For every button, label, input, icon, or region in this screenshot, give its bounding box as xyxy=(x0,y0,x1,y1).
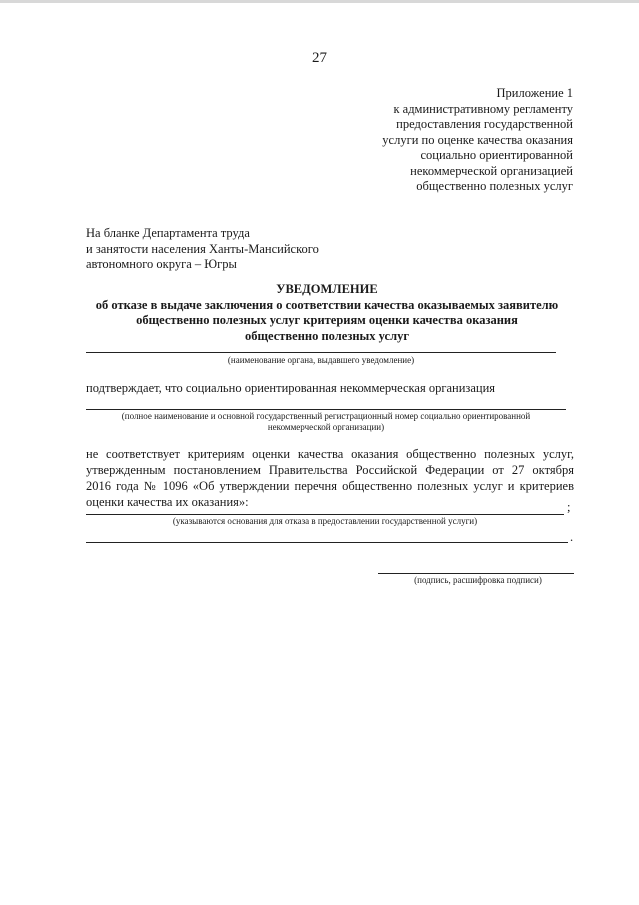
appendix-line: общественно полезных услуг xyxy=(416,179,573,193)
title-line: общественно полезных услуг критериям оценки качества оказания xyxy=(136,313,518,327)
letterhead-note xyxy=(86,226,386,273)
appendix-line: к административному регламенту xyxy=(393,101,573,116)
document-title xyxy=(80,282,574,344)
letterhead-line: и занятости населения Ханты-Мансийского xyxy=(86,241,319,256)
title-heading: УВЕДОМЛЕНИЕ xyxy=(276,282,378,296)
criteria-paragraph: не соответствует критериям оценки качества оказания общественно полезных услуг, утвержденным постановлением Правительства Российской Федерации от 27 октября 2016 года № 1096 «Об утверждении перечня общественно полезных услуг и критериев оценки качества их оказания»: xyxy=(86,447,574,509)
confirms-text: подтверждает, что социально ориентированная некоммерческая организация xyxy=(86,381,496,395)
title-line: об отказе в выдаче заключения о соответствии качества оказываемых заявителю xyxy=(95,297,559,312)
organization-line xyxy=(86,409,566,410)
letterhead-line: На бланке Департамента труда xyxy=(86,226,250,240)
reasons-period: . xyxy=(570,530,574,544)
title-line: общественно полезных услуг xyxy=(244,328,410,343)
appendix-header xyxy=(273,86,573,195)
page-top-edge xyxy=(0,0,639,3)
signature-line xyxy=(378,573,574,574)
reasons-semicolon: ; xyxy=(567,500,571,514)
appendix-line: социально ориентированной xyxy=(420,148,573,162)
reasons-line-1 xyxy=(86,514,564,515)
letterhead-line: автономного округа – Югры xyxy=(86,257,237,271)
page-number: 27 xyxy=(312,50,327,66)
appendix-line: Приложение 1 xyxy=(496,86,573,100)
signature-caption: (подпись, расшифровка подписи) xyxy=(414,575,542,585)
organization-caption: (полное наименование и основной государственный регистрационный номер социально ориентированной некоммерческой организации) xyxy=(121,411,531,432)
appendix-line: услуги по оценке качества оказания xyxy=(382,132,573,147)
reasons-caption: (указываются основания для отказа в предоставлении государственной услуги) xyxy=(172,516,478,526)
appendix-line: некоммерческой организацией xyxy=(410,163,573,178)
authority-name-line xyxy=(86,352,556,353)
authority-name-caption: (наименование органа, выдавшего уведомление) xyxy=(227,355,415,365)
reasons-line-2 xyxy=(86,542,568,543)
appendix-line: предоставления государственной xyxy=(396,117,573,131)
